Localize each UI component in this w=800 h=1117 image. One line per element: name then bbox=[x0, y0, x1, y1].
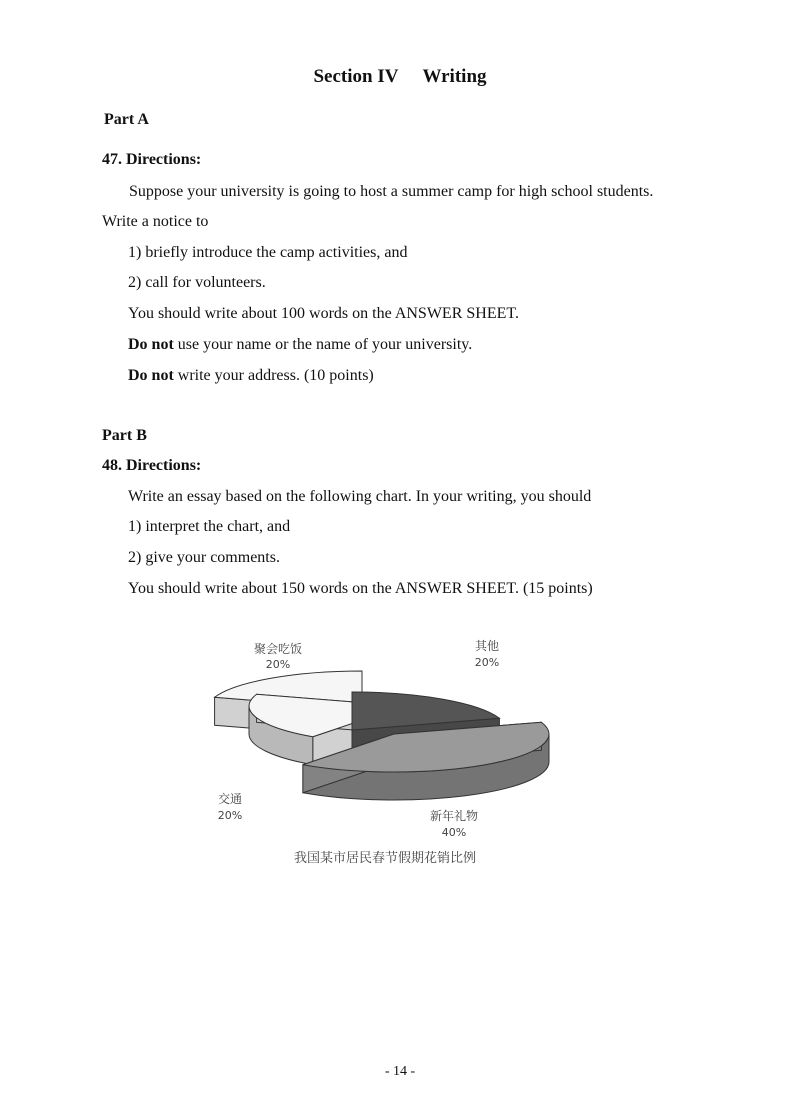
chart-label-gathering: 聚会吃饭 bbox=[253, 642, 303, 656]
part-a-line-1: Suppose your university is going to host a summer camp for high school students. bbox=[129, 183, 654, 200]
part-a-label: Part A bbox=[104, 111, 149, 128]
section-name: Writing bbox=[422, 66, 487, 87]
part-a-line-2: Write a notice to bbox=[102, 213, 209, 230]
do-not-bold: Do not bbox=[128, 336, 174, 353]
chart-label-other: 其他 bbox=[474, 639, 500, 653]
part-b-line-4: You should write about 150 words on the ANSWER SHEET. (15 points) bbox=[128, 580, 593, 597]
part-a-line-7 bbox=[128, 367, 374, 385]
do-not-rest: write your address. (10 points) bbox=[173, 367, 374, 384]
part-a-line-4: 2) call for volunteers. bbox=[128, 274, 266, 291]
part-a-line-3: 1) briefly introduce the camp activities, and bbox=[128, 244, 408, 261]
chart-value-other: 20% bbox=[474, 656, 500, 669]
chart-value-transport: 20% bbox=[217, 809, 243, 822]
chart-value-gathering: 20% bbox=[265, 658, 291, 671]
chart-label-transport: 交通 bbox=[217, 792, 243, 806]
do-not-rest: use your name or the name of your university. bbox=[173, 336, 473, 353]
chart-label-gifts: 新年礼物 bbox=[429, 809, 479, 823]
question-47-heading: 47. Directions: bbox=[102, 151, 202, 168]
question-48-heading: 48. Directions: bbox=[102, 457, 202, 474]
pie-chart bbox=[200, 630, 580, 870]
part-b-label: Part B bbox=[102, 427, 147, 444]
page-number: - 14 - bbox=[384, 1064, 416, 1079]
chart-title: 我国某市居民春节假期花销比例 bbox=[293, 851, 477, 866]
part-a-line-6 bbox=[128, 336, 472, 354]
part-a-line-5: You should write about 100 words on the ANSWER SHEET. bbox=[128, 305, 519, 322]
chart-value-gifts: 40% bbox=[441, 826, 467, 839]
section-title bbox=[0, 66, 800, 88]
part-b-line-1: Write an essay based on the following chart. In your writing, you should bbox=[128, 488, 592, 505]
part-b-line-3: 2) give your comments. bbox=[128, 549, 280, 566]
do-not-bold: Do not bbox=[128, 367, 174, 384]
section-label: Section IV bbox=[313, 66, 399, 87]
part-b-line-2: 1) interpret the chart, and bbox=[128, 518, 291, 535]
